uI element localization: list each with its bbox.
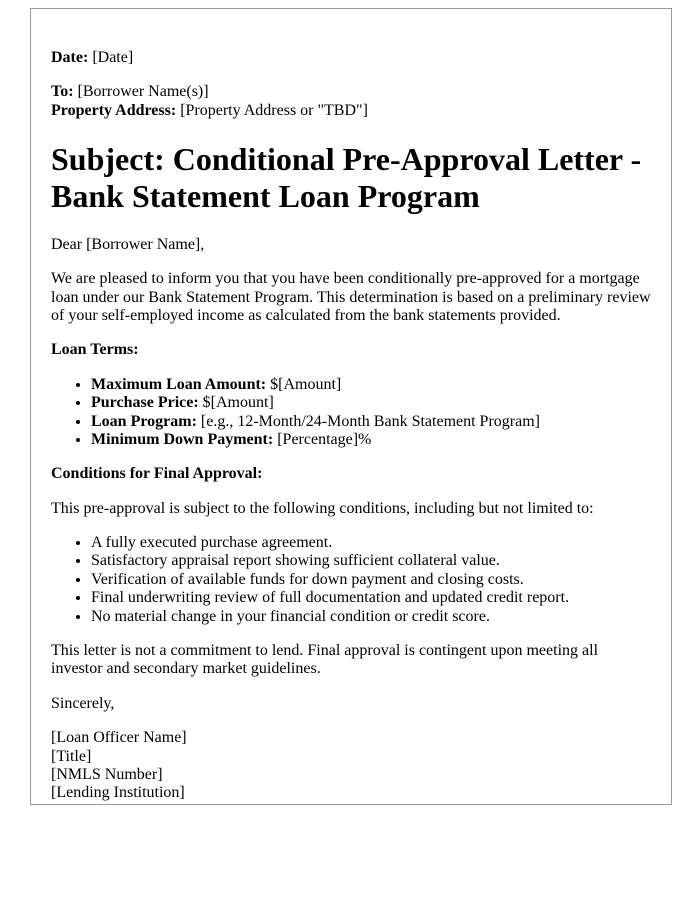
signature-line-title: [Title] xyxy=(51,747,92,765)
loan-term-value: [Percentage]% xyxy=(277,430,372,448)
to-value: [Borrower Name(s)] xyxy=(77,83,209,101)
signature-line-nmls-number: [NMLS Number] xyxy=(51,765,163,783)
to-label: To: xyxy=(51,83,74,101)
loan-term-item xyxy=(91,394,651,412)
loan-term-label: Loan Program: xyxy=(91,412,197,430)
conditions-heading-text: Conditions for Final Approval: xyxy=(51,465,263,483)
loan-term-value: $[Amount] xyxy=(202,394,274,412)
date-value: [Date] xyxy=(92,49,134,66)
condition-item: • Verification of available funds for down payment and closing costs. xyxy=(91,571,651,589)
loan-term-item xyxy=(91,431,651,449)
conditions-heading xyxy=(51,465,651,483)
loan-terms-list xyxy=(51,376,651,450)
property-address-label: Property Address: xyxy=(51,101,177,119)
loan-terms-heading xyxy=(51,341,651,359)
property-address-line xyxy=(51,102,651,120)
loan-term-value: $[Amount] xyxy=(270,375,342,393)
date-line xyxy=(51,49,651,67)
signature-block xyxy=(51,729,651,803)
property-address-value: [Property Address or "TBD"] xyxy=(180,101,368,119)
loan-term-value: [e.g., 12-Month/24-Month Bank Statement Program] xyxy=(200,412,540,430)
disclaimer-paragraph: This letter is not a commitment to lend. Final approval is contingent upon meeting all investor and secondary market guidelines. xyxy=(51,642,599,678)
loan-terms-heading-text: Loan Terms: xyxy=(51,341,139,359)
loan-term-item xyxy=(91,413,651,431)
date-label: Date: xyxy=(51,49,89,66)
loan-term-label: Purchase Price: xyxy=(91,394,199,412)
signature-line-lending-institution: [Lending Institution] xyxy=(51,784,185,802)
closing: Sincerely, xyxy=(51,694,115,712)
salutation: Dear [Borrower Name], xyxy=(51,235,205,253)
condition-item: • Satisfactory appraisal report showing sufficient collateral value. xyxy=(91,552,651,570)
condition-item: • No material change in your financial condition or credit score. xyxy=(91,608,651,626)
intro-paragraph: We are pleased to inform you that you have been conditionally pre-approved for a mortgage loan under our Bank Statement Program. This determination is based on a preliminary review of your self-employed income as calculated from the bank statements provided. xyxy=(51,270,651,324)
loan-term-label: Minimum Down Payment: xyxy=(91,430,274,448)
loan-term-label: Maximum Loan Amount: xyxy=(91,375,267,393)
to-line xyxy=(51,83,651,101)
conditions-list xyxy=(51,534,651,626)
conditions-intro: This pre-approval is subject to the following conditions, including but not limited to: xyxy=(51,499,594,517)
document-frame xyxy=(30,8,672,805)
loan-term-item xyxy=(91,376,651,394)
subject-heading: Subject: Conditional Pre-Approval Letter - Bank Statement Loan Program xyxy=(51,141,642,214)
condition-item: • Final underwriting review of full documentation and updated credit report. xyxy=(91,589,651,607)
recipient-block xyxy=(51,83,651,120)
condition-item: • A fully executed purchase agreement. xyxy=(91,534,651,552)
signature-line-officer-name: [Loan Officer Name] xyxy=(51,729,187,747)
letter-document xyxy=(51,49,651,803)
